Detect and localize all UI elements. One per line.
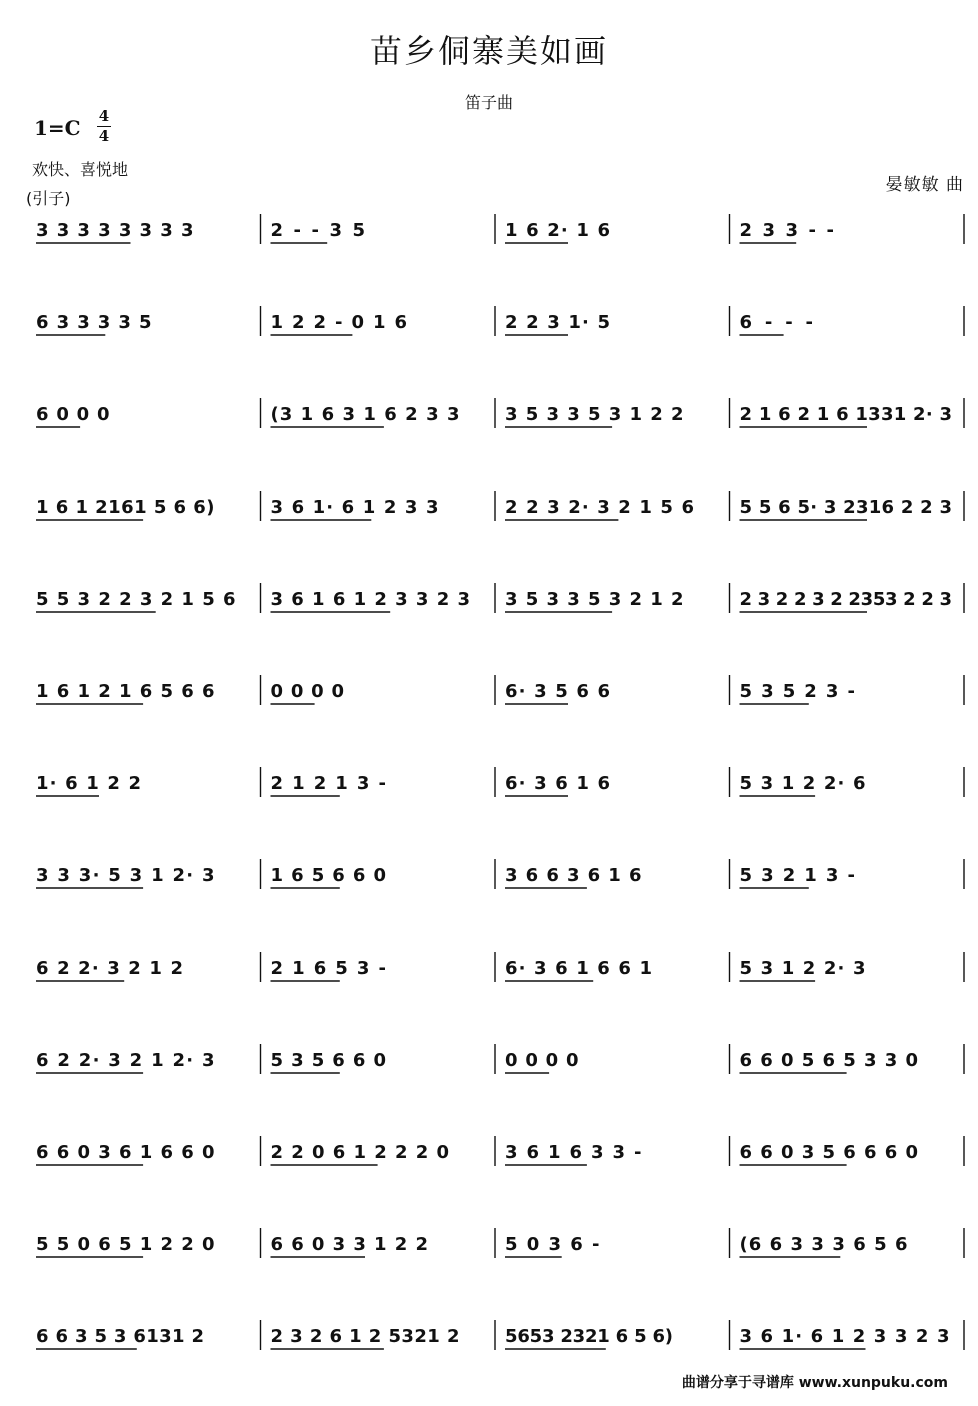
measure-notes: 6 0 0 0 <box>36 404 110 426</box>
score-row-svg <box>30 1042 968 1082</box>
score-row <box>30 1042 968 1082</box>
measure-notes: 3 3 3· 5 3 1 2· 3 <box>36 865 215 887</box>
measure-notes: 5653 2321 6 5 6) <box>505 1326 673 1348</box>
measure-notes: 2 1 2 1 3 - <box>270 773 386 795</box>
score-row <box>30 489 968 529</box>
measure-notes: 5 3 1 2 2· 3 <box>739 957 866 979</box>
measure-notes: 5 3 5 6 6 0 <box>270 1049 386 1071</box>
measure-notes: 1· 6 1 2 2 <box>36 773 141 795</box>
measure-notes: 5 0 3 6 - <box>505 1234 600 1256</box>
measure-notes: 5 5 3 2 2 3 2 1 5 6 <box>36 588 236 610</box>
score-row <box>30 212 968 252</box>
measure-notes: 2 1 6 5 3 - <box>270 957 386 979</box>
tempo-marking: 欢快、喜悦地 <box>32 160 129 179</box>
measure-notes: 3 6 1· 6 1 2 3 3 2 3 <box>739 1326 950 1348</box>
score-row-svg <box>30 857 968 897</box>
measure-notes: 0 0 0 0 <box>505 1049 579 1071</box>
measure-notes: 6· 3 6 1 6 <box>505 773 610 795</box>
score-row-svg <box>30 212 968 252</box>
score-row <box>30 673 968 713</box>
score-row-svg <box>30 765 968 805</box>
measure-notes: 3 6 6 3 6 1 6 <box>505 865 642 887</box>
measure-notes: 1 6 1 2 1 6 5 6 6 <box>36 681 215 702</box>
measure-notes: 6 - - - <box>739 312 813 334</box>
score-row-svg <box>30 396 968 436</box>
score-row <box>30 1134 968 1174</box>
score-row <box>30 857 968 897</box>
measure-notes: 6 3 3 3 3 5 <box>36 312 152 334</box>
measure-notes: 1 6 2· 1 6 <box>505 220 610 241</box>
score-row <box>30 1226 968 1266</box>
measure-notes: 3 5 3 3 5 3 2 1 2 <box>505 588 684 610</box>
measure-notes: 5 3 5 2 3 - <box>739 681 855 702</box>
measure-notes: 5 5 6 5· 3 2316 2 2 3 <box>739 496 952 518</box>
measure-notes: 0 0 0 0 <box>270 681 344 702</box>
score-row-svg <box>30 950 968 990</box>
score-row <box>30 304 968 344</box>
measure-notes: 5 5 0 6 5 1 2 2 0 <box>36 1234 215 1256</box>
measure-notes: 1 6 1 2161 5 6 6) <box>36 496 215 518</box>
measure-notes: 3 5 3 3 5 3 1 2 2 <box>505 404 684 426</box>
measure-notes: 6 2 2· 3 2 1 2 <box>36 957 183 979</box>
section-label: (引子) <box>26 189 71 208</box>
measure-notes: 2 - - 3 5 <box>270 220 365 241</box>
measure-notes: 6 6 0 3 3 1 2 2 <box>270 1234 428 1256</box>
score-row <box>30 1318 968 1358</box>
measure-notes: 2 2 0 6 1 2 2 2 0 <box>270 1142 449 1163</box>
score-row-svg <box>30 1318 968 1358</box>
measure-notes: 6· 3 6 1 6 6 1 <box>505 957 652 979</box>
measure-notes: 5 3 1 2 2· 6 <box>739 773 866 795</box>
measure-notes: 3 6 1 6 3 3 - <box>505 1142 642 1163</box>
time-signature <box>97 108 111 145</box>
score-row <box>30 950 968 990</box>
score-row <box>30 581 968 621</box>
score-row-svg <box>30 489 968 529</box>
measure-notes: 2 3 2 2 3 2 2353 2 2 3 <box>739 588 952 610</box>
measure-notes: 6 2 2· 3 2 1 2· 3 <box>36 1049 215 1071</box>
score-row-svg <box>30 304 968 344</box>
measure-notes: 2 2 3 1· 5 <box>505 312 610 334</box>
measure-notes: 3 6 1 6 1 2 3 3 2 3 <box>270 588 470 610</box>
measure-notes: 6 6 0 3 5 6 6 6 0 <box>739 1142 918 1163</box>
measure-notes: 3 3 3 3 3 3 3 3 <box>36 220 194 241</box>
score-row-svg <box>30 673 968 713</box>
measure-notes: (3 1 6 3 1 6 2 3 3 <box>270 404 460 426</box>
score-row <box>30 765 968 805</box>
measure-notes: 6 6 0 5 6 5 3 3 0 <box>739 1049 918 1071</box>
key-signature: 1=C <box>34 116 81 140</box>
time-signature-top: 4 <box>98 107 110 125</box>
measure-notes: 2 1 6 2 1 6 1331 2· 3 <box>739 404 952 426</box>
score-subtitle: 笛子曲 <box>464 93 513 112</box>
footer-credit: 曲谱分享于寻谱库 www.xunpuku.com <box>681 1375 948 1391</box>
time-signature-bottom: 4 <box>98 127 110 145</box>
measure-notes: 1 2 2 - 0 1 6 <box>270 312 407 334</box>
measure-notes: 6 6 3 5 3 6131 2 <box>36 1326 204 1348</box>
composer-credit: 晏敏敏 曲 <box>885 175 964 195</box>
score-row <box>30 396 968 436</box>
measure-notes: 1 6 5 6 6 0 <box>270 865 386 887</box>
measure-notes: 6 6 0 3 6 1 6 6 0 <box>36 1142 215 1163</box>
measure-notes: 2 2 3 2· 3 2 1 5 6 <box>505 496 694 518</box>
score-row-svg <box>30 1226 968 1266</box>
measure-notes: 5 3 2 1 3 - <box>739 865 855 887</box>
score-title: 苗乡侗寨美如画 <box>369 32 608 70</box>
measure-notes: 2 3 3 - - <box>739 220 834 241</box>
measure-notes: 3 6 1· 6 1 2 3 3 <box>270 496 439 518</box>
measure-notes: (6 6 3 3 3 6 5 6 <box>739 1234 908 1256</box>
score-row-svg <box>30 1134 968 1174</box>
score-row-svg <box>30 581 968 621</box>
measure-notes: 2 3 2 6 1 2 5321 2 <box>270 1326 460 1348</box>
measure-notes: 6· 3 5 6 6 <box>505 681 610 702</box>
